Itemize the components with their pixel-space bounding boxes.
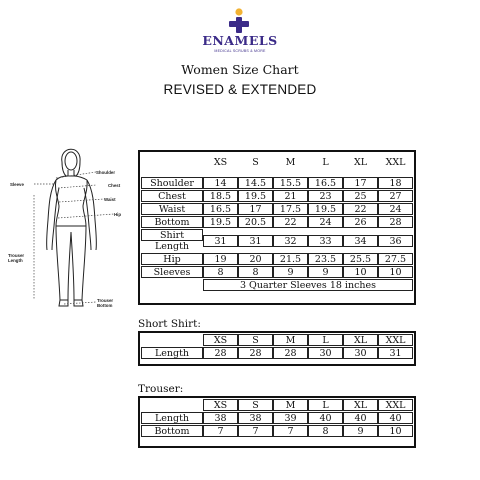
row-label: Shirt Length <box>141 229 203 241</box>
size-value-cell: 27 <box>378 190 413 202</box>
size-value-cell: 8 <box>308 425 343 437</box>
size-value-cell: 9 <box>343 425 378 437</box>
size-value-cell: 34 <box>343 235 378 247</box>
figure-label-chest: Chest <box>108 183 121 188</box>
size-value-cell: 22 <box>343 203 378 215</box>
size-value-cell: 19.5 <box>203 216 238 228</box>
size-header: XXL <box>378 334 413 346</box>
table-row <box>141 266 413 279</box>
row-label: Length <box>141 412 203 424</box>
table-header-row <box>141 334 413 347</box>
size-header: XL <box>343 399 378 411</box>
size-header: S <box>238 334 273 346</box>
size-value-cell: 38 <box>238 412 273 424</box>
page-subtitle: REVISED & EXTENDED <box>163 82 317 97</box>
body-measurement-figure <box>4 140 140 315</box>
size-value-cell: 23 <box>308 190 343 202</box>
cross-logo-icon <box>224 8 254 34</box>
trouser-table <box>141 399 413 438</box>
size-header: M <box>273 334 308 346</box>
size-header: XXL <box>385 156 406 168</box>
size-value-cell: 28 <box>203 347 238 359</box>
brand-logo <box>200 8 280 60</box>
table-row <box>141 229 413 253</box>
size-value-cell: 33 <box>308 235 343 247</box>
figure-label-trouser-length: Trouser Length <box>8 253 25 263</box>
table-row <box>141 203 413 216</box>
size-value-cell: 14 <box>203 177 238 189</box>
figure-label-waist: Waist <box>104 197 116 202</box>
size-value-cell: 30 <box>308 347 343 359</box>
row-label: Bottom <box>141 425 203 437</box>
size-header: S <box>252 156 259 168</box>
size-value-cell: 21.5 <box>273 253 308 265</box>
sleeve-note: 3 Quarter Sleeves 18 inches <box>203 279 413 291</box>
size-header: M <box>273 399 308 411</box>
size-value-cell: 7 <box>238 425 273 437</box>
table-header-row <box>141 156 413 169</box>
size-value-cell: 26 <box>343 216 378 228</box>
size-value-cell: 8 <box>203 266 238 278</box>
size-value-cell: 28 <box>238 347 273 359</box>
size-header: XL <box>343 334 378 346</box>
size-value-cell: 10 <box>343 266 378 278</box>
trouser-heading: Trouser: <box>138 383 184 395</box>
row-label: Waist <box>141 203 203 215</box>
size-value-cell: 28 <box>378 216 413 228</box>
size-value-cell: 7 <box>203 425 238 437</box>
figure-label-sleeve: Sleeve <box>10 182 24 187</box>
size-value-cell: 17 <box>343 177 378 189</box>
size-value-cell: 24 <box>308 216 343 228</box>
table-header-row <box>141 399 413 412</box>
table-row <box>141 216 413 229</box>
woman-silhouette-icon <box>4 140 140 315</box>
size-value-cell: 30 <box>343 347 378 359</box>
size-value-cell: 27.5 <box>378 253 413 265</box>
size-header: XS <box>203 399 238 411</box>
figure-label-trouser-bottom: Trouser Bottom <box>97 298 114 308</box>
brand-tagline: MEDICAL SCRUBS & MORE <box>214 49 266 53</box>
row-label: Length <box>141 347 203 359</box>
size-value-cell: 25 <box>343 190 378 202</box>
size-value-cell: 38 <box>203 412 238 424</box>
size-value-cell: 9 <box>308 266 343 278</box>
size-value-cell: 23.5 <box>308 253 343 265</box>
size-value-cell: 31 <box>378 347 413 359</box>
size-value-cell: 18 <box>378 177 413 189</box>
size-value-cell: 20.5 <box>238 216 273 228</box>
row-label: Hip <box>141 253 203 265</box>
size-header: S <box>238 399 273 411</box>
size-value-cell: 20 <box>238 253 273 265</box>
page-title: Women Size Chart <box>181 62 299 77</box>
main-size-table <box>141 156 413 292</box>
short-shirt-heading: Short Shirt: <box>138 318 201 330</box>
size-value-cell: 10 <box>378 266 413 278</box>
size-value-cell: 17.5 <box>273 203 308 215</box>
row-label: Bottom <box>141 216 203 228</box>
size-value-cell: 40 <box>308 412 343 424</box>
table-row <box>141 425 413 438</box>
size-value-cell: 36 <box>378 235 413 247</box>
figure-label-hip: Hip <box>114 212 122 217</box>
size-header: XXL <box>378 399 413 411</box>
size-value-cell: 32 <box>273 235 308 247</box>
short-shirt-table <box>141 334 413 360</box>
brand-name: ENAMELS <box>202 33 278 48</box>
size-value-cell: 40 <box>343 412 378 424</box>
size-value-cell: 31 <box>203 235 238 247</box>
table-row <box>141 190 413 203</box>
size-header: XL <box>353 156 368 168</box>
size-value-cell: 19.5 <box>238 190 273 202</box>
size-value-cell: 7 <box>273 425 308 437</box>
size-value-cell: 14.5 <box>238 177 273 189</box>
table-row <box>141 347 413 360</box>
size-value-cell: 16.5 <box>308 177 343 189</box>
table-row <box>141 253 413 266</box>
size-value-cell: 17 <box>238 203 273 215</box>
size-value-cell: 40 <box>378 412 413 424</box>
size-value-cell: 22 <box>273 216 308 228</box>
size-value-cell: 19 <box>203 253 238 265</box>
row-label: Sleeves <box>141 266 203 278</box>
size-header: L <box>308 399 343 411</box>
size-header: XS <box>213 156 228 168</box>
size-header: M <box>285 156 296 168</box>
figure-label-shoulder: Shoulder <box>96 170 116 175</box>
size-value-cell: 31 <box>238 235 273 247</box>
row-label: Shoulder <box>141 177 203 189</box>
size-value-cell: 10 <box>378 425 413 437</box>
size-value-cell: 16.5 <box>203 203 238 215</box>
size-header: L <box>308 334 343 346</box>
size-header: L <box>322 156 329 168</box>
size-header: XS <box>203 334 238 346</box>
size-value-cell: 18.5 <box>203 190 238 202</box>
table-row <box>141 412 413 425</box>
row-label: Chest <box>141 190 203 202</box>
size-value-cell: 24 <box>378 203 413 215</box>
size-value-cell: 21 <box>273 190 308 202</box>
size-value-cell: 9 <box>273 266 308 278</box>
table-row <box>141 177 413 190</box>
size-value-cell: 19.5 <box>308 203 343 215</box>
size-value-cell: 15.5 <box>273 177 308 189</box>
table-note-row <box>141 279 413 292</box>
size-value-cell: 28 <box>273 347 308 359</box>
size-value-cell: 8 <box>238 266 273 278</box>
size-value-cell: 25.5 <box>343 253 378 265</box>
size-value-cell: 39 <box>273 412 308 424</box>
